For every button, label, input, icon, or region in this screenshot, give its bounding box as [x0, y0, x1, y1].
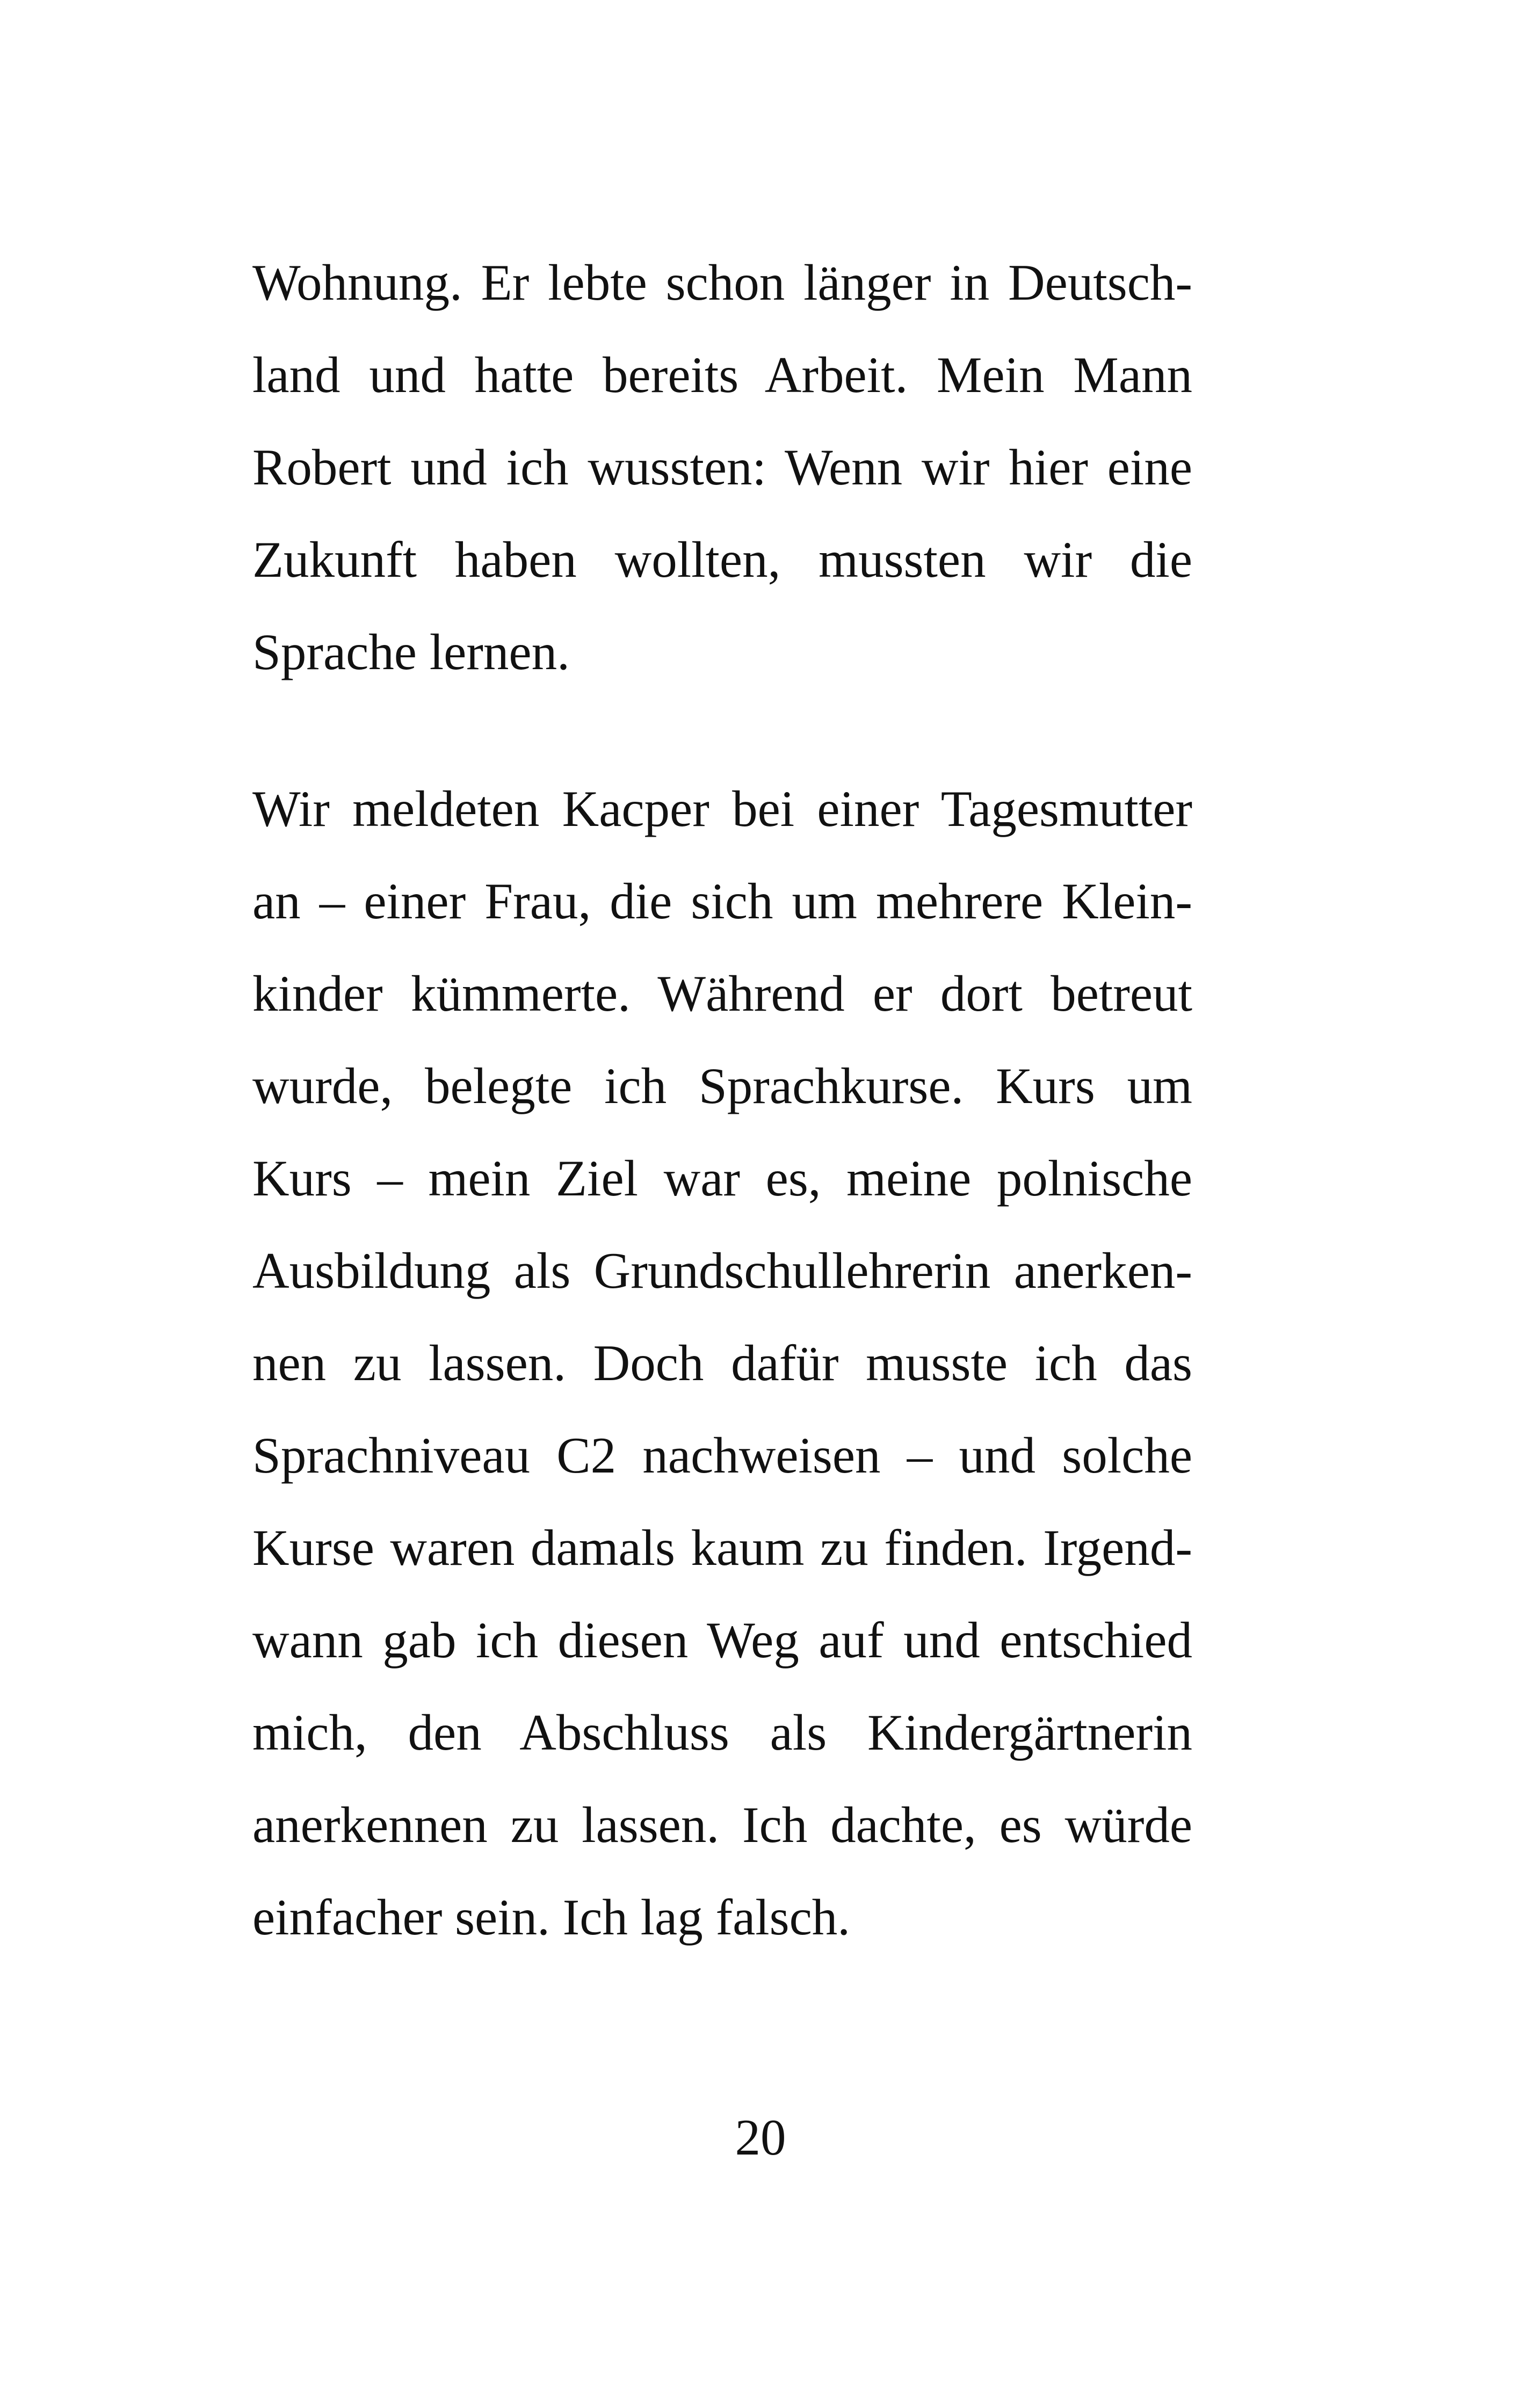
text-line: kinder kümmerte. Während er dort betreut	[252, 965, 1192, 1022]
text-line: Sprachniveau C2 nachweisen – und solche	[252, 1427, 1192, 1484]
text-line: mich, den Abschluss als Kindergärtnerin	[252, 1704, 1192, 1761]
page-number: 20	[735, 2109, 786, 2166]
text-line: Ausbildung als Grundschullehrerin anerken-	[252, 1242, 1192, 1299]
text-line: nen zu lassen. Doch dafür musste ich das	[252, 1334, 1192, 1391]
text-line: Sprache lernen.	[252, 623, 570, 680]
text-line: land und hatte bereits Arbeit. Mein Mann	[252, 346, 1192, 403]
text-line: Wir meldeten Kacper bei einer Tagesmutter	[252, 780, 1192, 837]
paragraph-2	[252, 763, 1192, 1963]
text-line: Kurs – mein Ziel war es, meine polnische	[252, 1150, 1192, 1207]
text-line: einfacher sein. Ich lag falsch.	[252, 1889, 851, 1946]
text-line: Robert und ich wussten: Wenn wir hier eine	[252, 439, 1192, 496]
text-line: wann gab ich diesen Weg auf und entschied	[252, 1612, 1192, 1669]
text-line: anerkennen zu lassen. Ich dachte, es würde	[252, 1796, 1192, 1853]
text-line: Wohnung. Er lebte schon länger in Deutsch-	[252, 254, 1192, 311]
text-line: wurde, belegte ich Sprachkurse. Kurs um	[252, 1057, 1192, 1114]
text-line: Kurse waren damals kaum zu finden. Irgend-	[252, 1519, 1192, 1576]
paragraph-1	[252, 236, 1192, 698]
text-line: an – einer Frau, die sich um mehrere Klein-	[252, 873, 1192, 930]
text-line: Zukunft haben wollten, mussten wir die	[252, 531, 1192, 588]
